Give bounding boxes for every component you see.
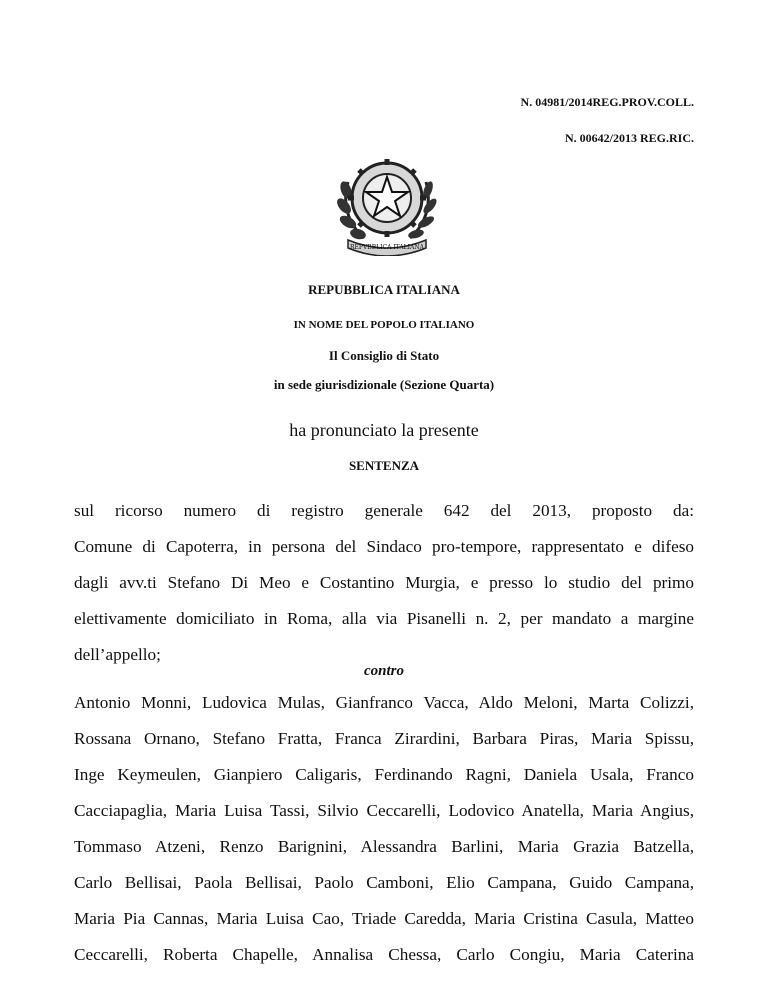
contro-heading: contro (363, 663, 404, 679)
ref-reg-ric: N. 00642/2013 REG.RIC. (564, 131, 694, 145)
parties-line: Maria Pia Cannas, Maria Luisa Cao, Triade Caredda, Maria Cristina Casula, Matteo (74, 909, 694, 928)
case-references (521, 96, 694, 168)
svg-text:REPVBBLICA ITALIANA: REPVBBLICA ITALIANA (350, 244, 424, 251)
ricorso-line: Comune di Capoterra, in persona del Sindaco pro-tempore, rappresentato e difeso (74, 537, 694, 556)
parties-line: Inge Keymeulen, Gianpiero Caligaris, Ferdinando Ragni, Daniela Usala, Franco (74, 765, 694, 784)
ricorso-line: dagli avv.ti Stefano Di Meo e Costantino Murgia, e presso lo studio del primo (74, 573, 694, 592)
parties-line: Ceccarelli, Roberta Chapelle, Annalisa Chessa, Carlo Congiu, Maria Caterina (74, 945, 694, 964)
sede-heading: in sede giurisdizionale (Sezione Quarta) (273, 377, 495, 392)
consiglio-heading: Il Consiglio di Stato (328, 348, 440, 363)
republic-heading: REPUBBLICA ITALIANA (308, 282, 460, 297)
parties-line: Rossana Ornano, Stefano Fratta, Franca Zirardini, Barbara Piras, Maria Spissu, (74, 729, 694, 748)
parties-line: Antonio Monni, Ludovica Mulas, Gianfranco Vacca, Aldo Meloni, Marta Colizzi, (74, 693, 694, 712)
ricorso-line: dell’appello; (74, 645, 161, 664)
sentenza-heading: SENTENZA (348, 458, 420, 473)
ricorso-paragraph (74, 493, 694, 673)
pronunciato-line: ha pronunciato la presente (289, 420, 479, 440)
ref-prov-coll: N. 04981/2014REG.PROV.COLL. (520, 95, 694, 109)
in-nome-heading: IN NOME DEL POPOLO ITALIANO (293, 319, 475, 331)
parties-line: Carlo Bellisai, Paola Bellisai, Paolo Camboni, Elio Campana, Guido Campana, (74, 873, 694, 892)
italian-republic-emblem-icon (334, 146, 440, 256)
parties-line: Tommaso Atzeni, Renzo Barignini, Alessandra Barlini, Maria Grazia Batzella, (74, 837, 694, 856)
ricorso-line: elettivamente domiciliato in Roma, alla via Pisanelli n. 2, per mandato a margine (74, 609, 694, 628)
parties-line: Cacciapaglia, Maria Luisa Tassi, Silvio Ceccarelli, Lodovico Anatella, Maria Angius, (74, 801, 694, 820)
parties-paragraph (74, 685, 694, 973)
ricorso-line: sul ricorso numero di registro generale 642 del 2013, proposto da: (74, 501, 694, 520)
